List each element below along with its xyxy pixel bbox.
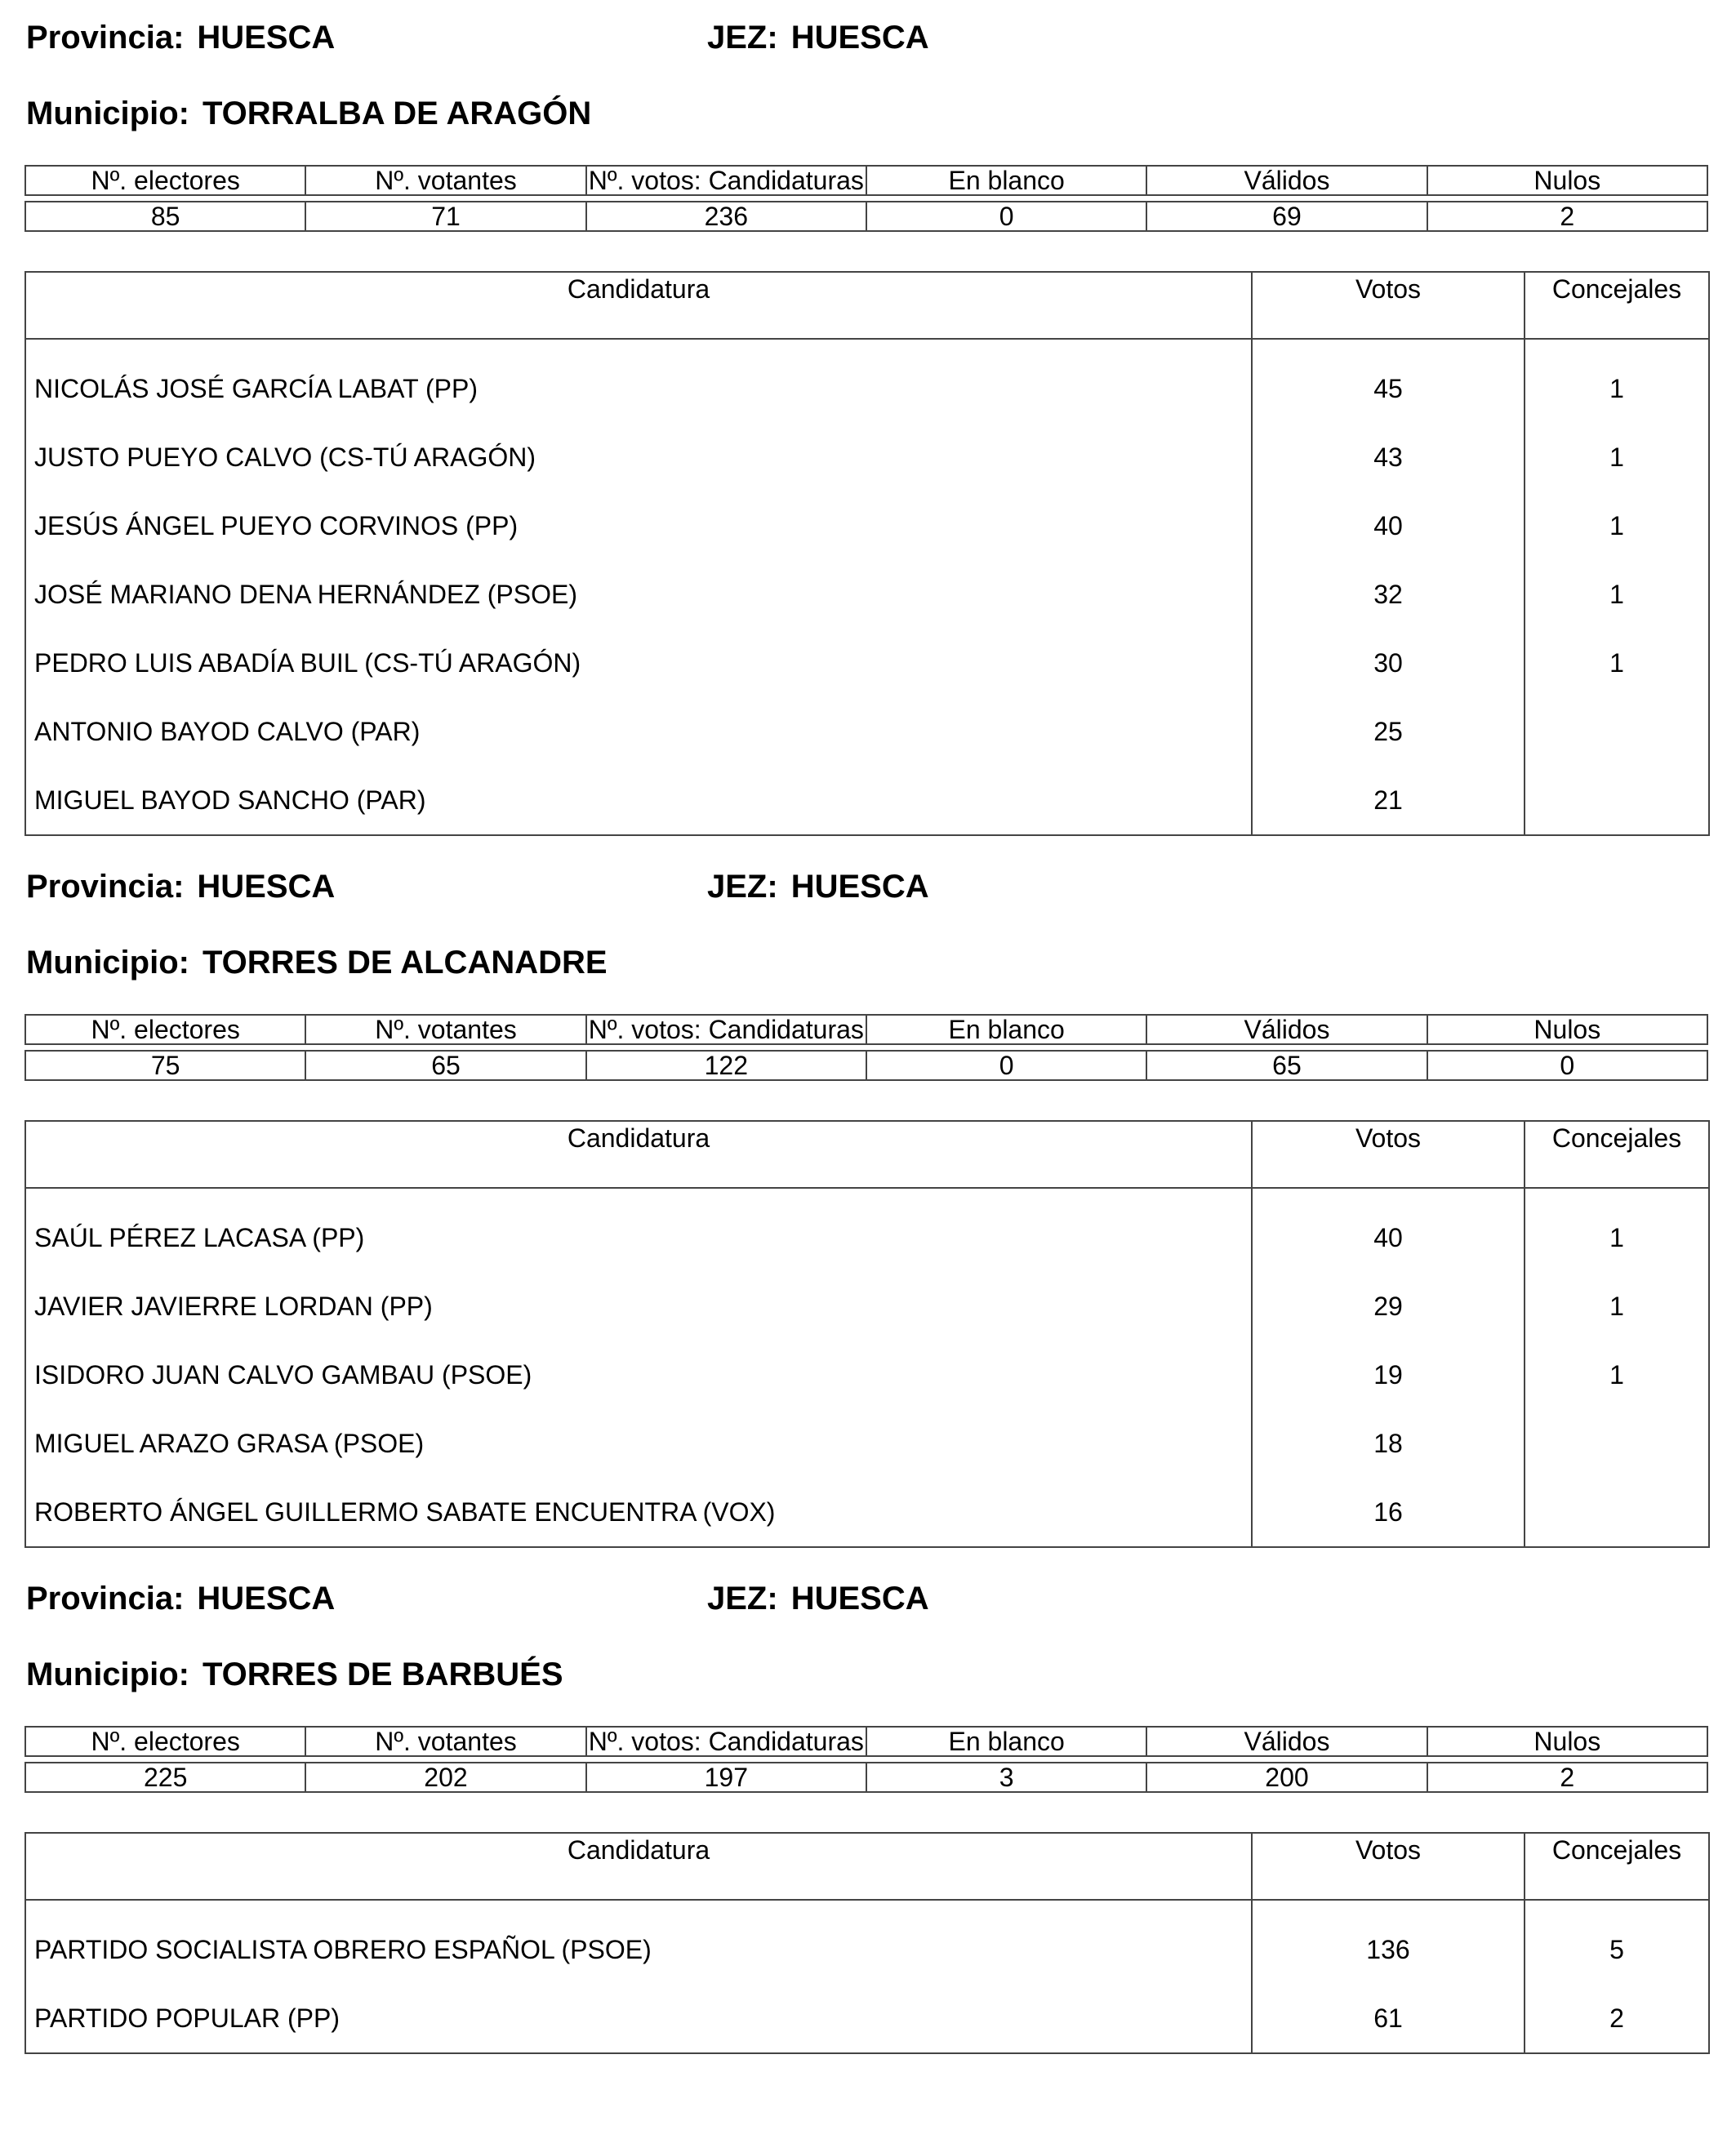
candidate-row <box>25 1203 1709 1272</box>
municipio-name: TORRALBA DE ARAGÓN <box>202 96 592 131</box>
candidates-header-row <box>25 272 1709 339</box>
stats-header-row <box>25 1015 1707 1044</box>
provincia-heading <box>26 18 335 57</box>
provincia-heading <box>26 1579 335 1618</box>
stats-header: Nulos <box>1427 166 1707 195</box>
candidates-header-row <box>25 1121 1709 1188</box>
candidate-councillors: 1 <box>1609 1291 1624 1321</box>
stats-header: Nº. votantes <box>305 166 585 195</box>
candidate-name: PARTIDO POPULAR (PP) <box>25 1984 1252 2053</box>
votos-header: Votos <box>1252 1833 1525 1900</box>
candidate-name: JESÚS ÁNGEL PUEYO CORVINOS (PP) <box>25 491 1252 560</box>
stats-header: Nº. votos: Candidaturas <box>586 1015 866 1044</box>
candidate-councillors: 1 <box>1609 373 1624 403</box>
stats-header: Válidos <box>1146 1015 1427 1044</box>
candidate-votes: 32 <box>1252 560 1525 629</box>
stats-value: 225 <box>25 1763 305 1792</box>
candidate-row <box>25 1272 1709 1341</box>
candidatura-header: Candidatura <box>25 1833 1252 1900</box>
stats-value: 2 <box>1427 202 1707 231</box>
candidate-councillors: 1 <box>1609 579 1624 609</box>
candidate-name: ROBERTO ÁNGEL GUILLERMO SABATE ENCUENTRA (VOX) <box>25 1478 1252 1547</box>
stats-value: 0 <box>866 202 1146 231</box>
stats-value: 202 <box>305 1763 585 1792</box>
jez-label: JEZ: <box>707 869 778 905</box>
candidate-councillors: 1 <box>1609 1359 1624 1390</box>
candidate-row <box>25 560 1709 629</box>
stats-value-row <box>25 202 1707 231</box>
candidatura-header: Candidatura <box>25 272 1252 339</box>
candidates-table <box>24 271 1710 836</box>
candidate-votes: 61 <box>1252 1984 1525 2053</box>
stats-spacer <box>25 1044 1707 1051</box>
candidatura-header: Candidatura <box>25 1121 1252 1188</box>
stats-header-row <box>25 166 1707 195</box>
candidate-name: NICOLÁS JOSÉ GARCÍA LABAT (PP) <box>25 354 1252 423</box>
candidate-votes: 45 <box>1252 354 1525 423</box>
stats-value: 236 <box>586 202 866 231</box>
concejales-header: Concejales <box>1525 1833 1709 1900</box>
municipio-name: TORRES DE BARBUÉS <box>202 1657 563 1692</box>
candidate-name: JAVIER JAVIERRE LORDAN (PP) <box>25 1272 1252 1341</box>
stats-header: Nº. votantes <box>305 1015 585 1044</box>
candidate-votes: 29 <box>1252 1272 1525 1341</box>
municipio-heading <box>26 94 591 133</box>
jez-heading <box>707 867 929 906</box>
stats-value: 200 <box>1146 1763 1427 1792</box>
candidate-name: JOSÉ MARIANO DENA HERNÁNDEZ (PSOE) <box>25 560 1252 629</box>
candidate-votes: 40 <box>1252 491 1525 560</box>
provincia-value: HUESCA <box>197 869 336 905</box>
candidate-row <box>25 423 1709 491</box>
stats-header: Nº. votos: Candidaturas <box>586 1727 866 1756</box>
municipio-heading <box>26 1655 563 1694</box>
candidate-votes: 43 <box>1252 423 1525 491</box>
stats-value: 197 <box>586 1763 866 1792</box>
provincia-label: Provincia: <box>26 869 185 905</box>
jez-heading <box>707 18 929 57</box>
candidates-table <box>24 1120 1710 1548</box>
stats-header: En blanco <box>866 166 1146 195</box>
candidate-votes: 16 <box>1252 1478 1525 1547</box>
candidate-row <box>25 1915 1709 1984</box>
municipio-label: Municipio: <box>26 96 189 131</box>
votos-header: Votos <box>1252 272 1525 339</box>
candidate-votes: 21 <box>1252 766 1525 835</box>
jez-label: JEZ: <box>707 20 778 56</box>
candidate-councillors <box>1525 1478 1709 1547</box>
provincia-label: Provincia: <box>26 1581 185 1616</box>
stats-value: 65 <box>1146 1051 1427 1080</box>
stats-table <box>24 1726 1708 1793</box>
candidate-name: ISIDORO JUAN CALVO GAMBAU (PSOE) <box>25 1341 1252 1409</box>
candidate-name: PARTIDO SOCIALISTA OBRERO ESPAÑOL (PSOE) <box>25 1915 1252 1984</box>
candidate-councillors: 1 <box>1609 1222 1624 1252</box>
stats-header: Nulos <box>1427 1727 1707 1756</box>
candidate-councillors: 1 <box>1609 442 1624 472</box>
jez-value: HUESCA <box>790 1581 929 1616</box>
stats-header: En blanco <box>866 1015 1146 1044</box>
stats-value-row <box>25 1051 1707 1080</box>
candidate-row <box>25 1984 1709 2053</box>
stats-value: 71 <box>305 202 585 231</box>
stats-value: 2 <box>1427 1763 1707 1792</box>
jez-label: JEZ: <box>707 1581 778 1616</box>
stats-spacer <box>25 195 1707 202</box>
municipio-heading <box>26 943 608 982</box>
provincia-value: HUESCA <box>197 20 336 56</box>
stats-header: Nº. electores <box>25 1015 305 1044</box>
candidate-row <box>25 491 1709 560</box>
candidate-councillors: 1 <box>1609 647 1624 678</box>
candidate-councillors: 1 <box>1609 510 1624 540</box>
stats-header: Nº. votos: Candidaturas <box>586 166 866 195</box>
stats-header-row <box>25 1727 1707 1756</box>
candidate-row <box>25 1409 1709 1478</box>
candidate-votes: 25 <box>1252 697 1525 766</box>
stats-value: 69 <box>1146 202 1427 231</box>
candidate-row <box>25 1478 1709 1547</box>
candidate-row <box>25 1341 1709 1409</box>
candidate-councillors <box>1525 1409 1709 1478</box>
stats-value: 0 <box>1427 1051 1707 1080</box>
stats-spacer <box>25 1756 1707 1763</box>
municipio-label: Municipio: <box>26 1657 189 1692</box>
stats-header: Nulos <box>1427 1015 1707 1044</box>
jez-value: HUESCA <box>790 869 929 905</box>
stats-value: 0 <box>866 1051 1146 1080</box>
provincia-value: HUESCA <box>197 1581 336 1616</box>
candidate-name: MIGUEL BAYOD SANCHO (PAR) <box>25 766 1252 835</box>
stats-value-row <box>25 1763 1707 1792</box>
candidate-councillors <box>1525 766 1709 835</box>
stats-value: 85 <box>25 202 305 231</box>
stats-header: Válidos <box>1146 1727 1427 1756</box>
stats-header: Nº. electores <box>25 166 305 195</box>
concejales-header: Concejales <box>1525 1121 1709 1188</box>
candidate-row <box>25 766 1709 835</box>
candidate-name: JUSTO PUEYO CALVO (CS-TÚ ARAGÓN) <box>25 423 1252 491</box>
stats-value: 75 <box>25 1051 305 1080</box>
candidate-votes: 136 <box>1252 1915 1525 1984</box>
candidate-votes: 30 <box>1252 629 1525 697</box>
candidate-row <box>25 629 1709 697</box>
stats-value: 65 <box>305 1051 585 1080</box>
stats-header: Nº. electores <box>25 1727 305 1756</box>
provincia-label: Provincia: <box>26 20 185 56</box>
candidate-name: PEDRO LUIS ABADÍA BUIL (CS-TÚ ARAGÓN) <box>25 629 1252 697</box>
candidate-name: MIGUEL ARAZO GRASA (PSOE) <box>25 1409 1252 1478</box>
candidates-header-row <box>25 1833 1709 1900</box>
votos-header: Votos <box>1252 1121 1525 1188</box>
candidates-table <box>24 1832 1710 2054</box>
concejales-header: Concejales <box>1525 272 1709 339</box>
stats-value: 3 <box>866 1763 1146 1792</box>
stats-header: En blanco <box>866 1727 1146 1756</box>
stats-table <box>24 165 1708 232</box>
candidate-councillors: 2 <box>1609 2003 1624 2033</box>
candidate-votes: 19 <box>1252 1341 1525 1409</box>
candidate-row <box>25 697 1709 766</box>
stats-header: Nº. votantes <box>305 1727 585 1756</box>
jez-heading <box>707 1579 929 1618</box>
candidate-councillors: 5 <box>1609 1934 1624 1964</box>
candidate-row <box>25 354 1709 423</box>
stats-table <box>24 1014 1708 1081</box>
jez-value: HUESCA <box>790 20 929 56</box>
stats-value: 122 <box>586 1051 866 1080</box>
candidate-votes: 40 <box>1252 1203 1525 1272</box>
provincia-heading <box>26 867 335 906</box>
municipio-label: Municipio: <box>26 945 189 981</box>
stats-header: Válidos <box>1146 166 1427 195</box>
candidate-name: SAÚL PÉREZ LACASA (PP) <box>25 1203 1252 1272</box>
candidate-councillors <box>1525 697 1709 766</box>
municipio-name: TORRES DE ALCANADRE <box>202 945 608 981</box>
candidate-votes: 18 <box>1252 1409 1525 1478</box>
candidate-name: ANTONIO BAYOD CALVO (PAR) <box>25 697 1252 766</box>
